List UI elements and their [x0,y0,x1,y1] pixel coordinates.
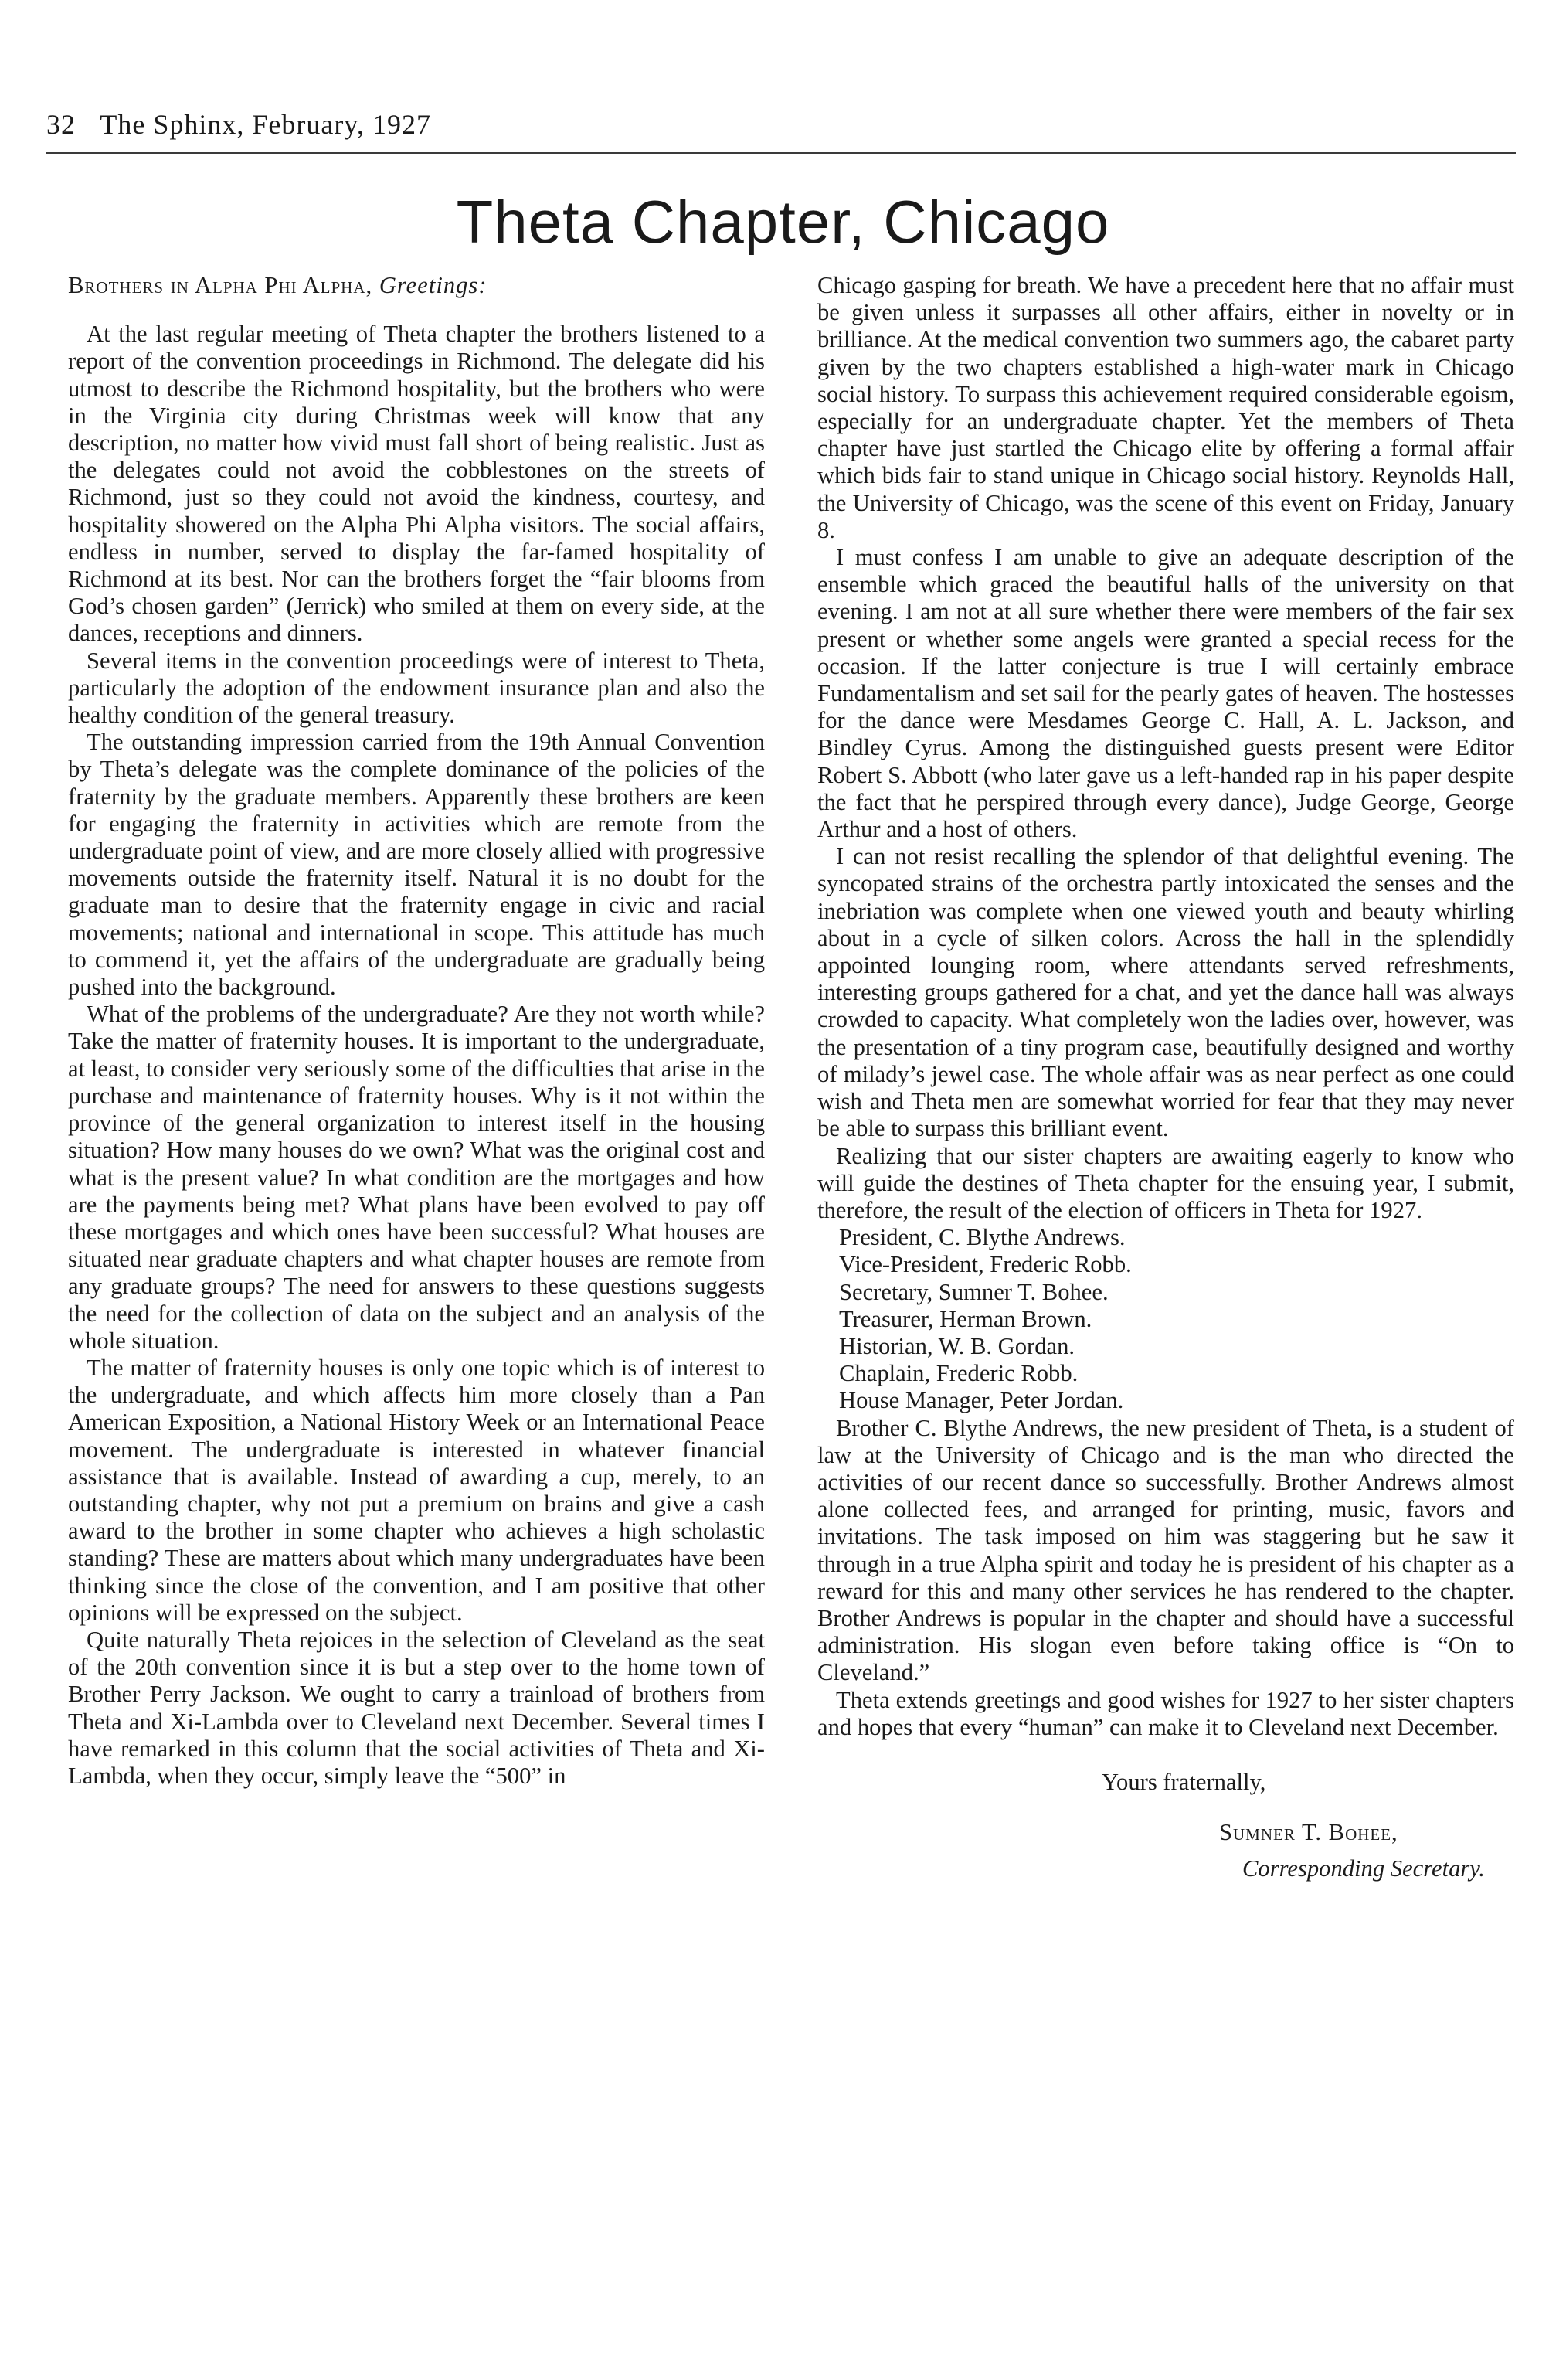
signature-name: Sumner T. Bohee, [1219,1819,1398,1846]
paragraph: Theta extends greetings and good wishes for 1927 to her sister chapters and hopes that every “human” can make it to Cleveland next December. [817,1686,1514,1740]
paragraph: The outstanding impression carried from the 19th Annual Convention by Theta’s delegate was the complete dominance of the policies of the fraternity by the graduate members. Apparently these brothers are keen for engaging the fraternity in activities which are remote from the undergraduate point of view, and are more closely allied with progressive movements outside the fraternity itself. Natural it is no doubt for the graduate man to desire that the fraternity engage in civic and racial movements; national and international in scope. This attitude has much to commend it, yet the affairs of the undergraduate are gradually being pushed into the background. [68,729,765,1001]
closing-line: Yours fraternally, [1102,1768,1266,1795]
article-title: Theta Chapter, Chicago [456,188,1110,256]
signature-title: Corresponding Secretary. [1242,1855,1485,1882]
officer-item: Treasurer, Herman Brown. [839,1305,1092,1332]
paragraph: Brother C. Blythe Andrews, the new president of Theta, is a student of law at the University of Chicago and is the man who directed the activities of our recent dance so successfully. Brother Andrews almost alone collected fees, and arranged for printing, music, favors and invitations. The task imposed on him was staggering but he saw it through in a true Alpha spirit and today he is president of his chapter as a reward for this and many other services he has rendered to the chapter. Brother Andrews is popular in the chapter and should have a successful administration. His slogan even before taking office is “On to Cleveland.” [817,1414,1514,1686]
paragraph: I must confess I am unable to give an adequate description of the ensemble which graced the beautiful halls of the university on that evening. I am not at all sure whether there were members of the fair sex present or whether some angels were granted a special recess for the occasion. If the latter conjecture is true I will certainly embrace Fundamentalism and set sail for the pearly gates of heaven. The hostesses for the dance were Mesdames George C. Hall, A. L. Jackson, and Bindley Cyrus. Among the distinguished guests present were Editor Robert S. Abbott (who later gave us a left-handed rap in his paper despite the fact that he perspired through every dance), Judge George, George Arthur and a host of others. [817,544,1514,843]
right-column [817,272,1514,1883]
salutation-address: Brothers in Alpha Phi Alpha, [68,272,373,298]
officer-item: Chaplain, Frederic Robb. [839,1360,1079,1387]
officer-item: Vice-President, Frederic Robb. [839,1251,1132,1278]
officer-list [817,1224,1514,1414]
paragraph: Realizing that our sister chapters are awaiting eagerly to know who will guide the destines of Theta chapter for the ensuing year, I submit, therefore, the result of the election of officers in Theta for 1927. [817,1142,1514,1223]
officer-item: President, C. Blythe Andrews. [839,1224,1126,1251]
paragraph: Chicago gasping for breath. We have a precedent here that no affair must be given unless it surpasses all other affairs, either in novelty or in brilliance. At the medical convention two summers ago, the cabaret party given by the two chapters established a high-water mark in Chicago social history. To surpass this achievement required considerable egoism, especially for an undergraduate chapter. Yet the members of Theta chapter have just startled the Chicago elite by offering a formal affair which bids fair to stand unique in Chicago social history. Reynolds Hall, the University of Chicago, was the scene of this event on Friday, January 8. [817,272,1514,543]
running-header [46,108,431,141]
officer-item: Secretary, Sumner T. Bohee. [839,1278,1109,1305]
officer-item: Historian, W. B. Gordan. [839,1332,1075,1359]
left-column [68,272,765,1790]
page-number: 32 [46,109,76,140]
paragraph: Quite naturally Theta rejoices in the selection of Cleveland as the seat of the 20th convention since it is but a step over to the home town of Brother Perry Jackson. We ought to carry a trainload of brothers from Theta and Xi-Lambda over to Cleveland next December. Several times I have remarked in this column that the social activities of Theta and Xi-Lambda, when they occur, simply leave the “500” in [68,1626,765,1789]
officer-item: House Manager, Peter Jordan. [839,1387,1124,1414]
header-rule [46,152,1516,154]
salutation-greeting: Greetings: [379,272,487,298]
paragraph: What of the problems of the undergraduate? Are they not worth while? Take the matter of fraternity houses. It is important to the undergraduate, at least, to consider very seriously some of the difficulties that arise in the purchase and maintenance of fraternity houses. Why is it not within the province of the general organization to interest itself in the housing situation? How many houses do we own? What was the original cost and what is the present value? In what condition are the mortgages and how are the payments being met? What plans have been evolved to pay off these mortgages and which ones have been successful? What houses are situated near graduate chapters and what chapter houses are remote from any graduate groups? The need for answers to these questions suggests the need for the collection of data on the subject and an analysis of the whole situation. [68,1001,765,1354]
paragraph: At the last regular meeting of Theta chapter the brothers listened to a report of the convention proceedings in Richmond. The delegate did his utmost to describe the Richmond hospitality, but the brothers who were in the Virginia city during Christmas week will know that any description, no matter how vivid must fall short of being realistic. Just as the delegates could not avoid the cobblestones on the streets of Richmond, just so they could not avoid the kindness, courtesy, and hospitality showered on the Alpha Phi Alpha visitors. The social affairs, endless in number, served to display the far-famed hospitality of Richmond at its best. Nor can the brothers forget the “fair blooms from God’s chosen garden” (Jerrick) who smiled at them on every side, at the dances, receptions and dinners. [68,321,765,647]
publication-line: The Sphinx, February, 1927 [100,109,431,140]
paragraph: Several items in the convention proceedings were of interest to Theta, particularly the adoption of the endowment insurance plan and also the healthy condition of the general treasury. [68,647,765,729]
salutation [68,272,765,299]
paragraph: The matter of fraternity houses is only one topic which is of interest to the undergraduate, and which affects him more closely than a Pan American Exposition, a National History Week or an International Peace movement. The undergraduate is interested in whatever financial assistance that is available. Instead of awarding a cup, merely, to an outstanding chapter, why not put a premium on brains and give a cash award to the brother in some chapter who achieves a high scholastic standing? These are matters about which many undergraduates have been thinking since the close of the convention, and I am positive that other opinions will be expressed on the subject. [68,1354,765,1626]
paragraph: I can not resist recalling the splendor of that delightful evening. The syncopated strains of the orchestra partly intoxicated the senses and the inebriation was complete when one viewed youth and beauty whirling about in a cycle of silken colors. Across the hall in the splendidly appointed lounging room, where attendants served refreshments, interesting groups gathered for a chat, and yet the dance hall was always crowded to capacity. What completely won the ladies over, however, was the presentation of a tiny program case, beautifully designed and worthy of milady’s jewel case. The whole affair was as near perfect as one could wish and Theta men are somewhat worried for fear that they may never be able to surpass this brilliant event. [817,843,1514,1142]
